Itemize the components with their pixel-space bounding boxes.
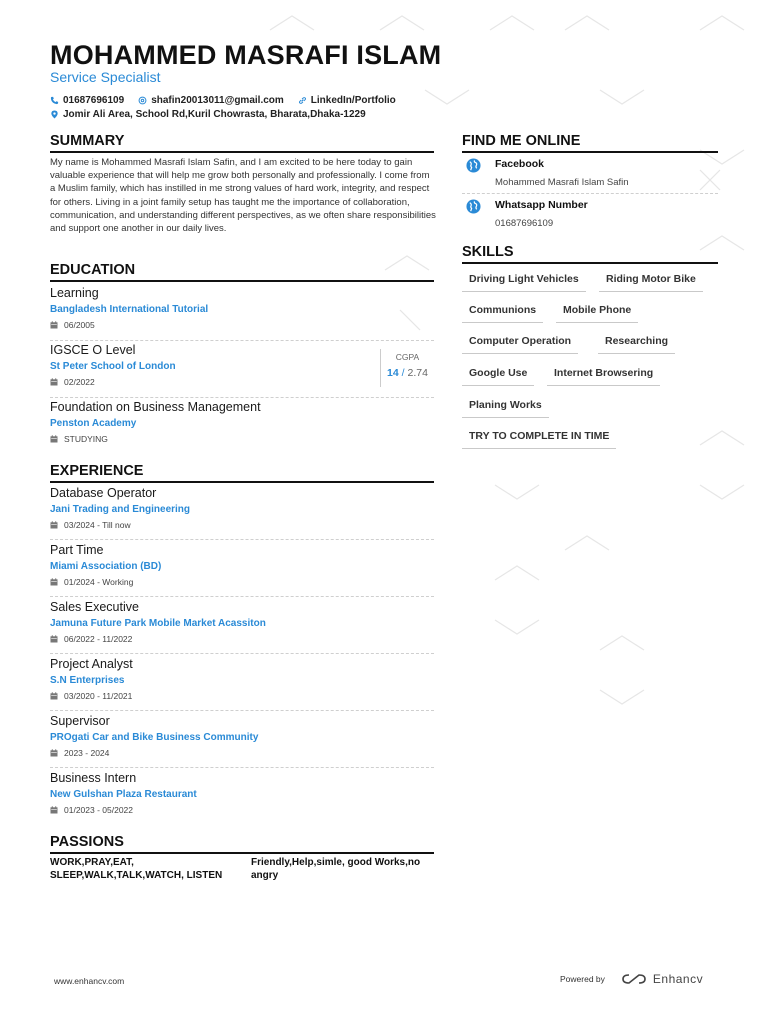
footer-powered-by — [560, 972, 703, 986]
experience-entry — [50, 600, 434, 654]
experience-company[interactable]: S.N Enterprises — [50, 675, 125, 686]
enhancv-logo-icon — [621, 972, 647, 986]
experience-role: Part Time — [50, 543, 104, 557]
globe-icon — [466, 158, 481, 173]
cgpa-label: CGPA — [395, 352, 420, 362]
at-icon — [138, 96, 147, 105]
link-text: LinkedIn/Portfolio — [310, 95, 396, 106]
skill-tag: Planing Works — [462, 399, 549, 418]
experience-role: Business Intern — [50, 771, 137, 785]
address-text: Jomir Ali Area, School Rd,Kuril Chowrasta, Bharata,Dhaka-1229 — [63, 109, 366, 120]
experience-company[interactable]: Miami Association (BD) — [50, 561, 162, 572]
contact-address — [50, 109, 366, 120]
phone-icon — [50, 96, 59, 105]
contact-link[interactable] — [298, 95, 396, 106]
calendar-icon — [50, 435, 58, 443]
education-school[interactable]: Penston Academy — [50, 418, 137, 429]
experience-date: 03/2020 - 11/2021 — [50, 691, 434, 701]
skill-tag: Researching — [598, 335, 675, 354]
skill-tag: TRY TO COMPLETE IN TIME — [462, 430, 616, 449]
online-item-facebook[interactable] — [462, 156, 718, 194]
education-heading: EDUCATION — [50, 262, 434, 282]
email-text: shafin20013011@gmail.com — [151, 95, 284, 106]
experience-role: Sales Executive — [50, 600, 139, 614]
summary-text: My name is Mohammed Masrafi Islam Safin, and I am excited to be here today to gain valuable experience that will help me grow both personally and professionally. I come from a Muslim family, which has instilled in me strong values of hard work, integrity, and respect for others. Living in a joint family setup has taught me the importance of collaboration, communication, and understanding different perspectives, as we often share responsibilities and support one another in our daily lives. — [50, 157, 436, 235]
experience-company[interactable]: Jani Trading and Engineering — [50, 504, 191, 515]
contact-row — [50, 95, 410, 106]
skill-tag: Mobile Phone — [556, 304, 638, 323]
experience-role: Supervisor — [50, 714, 110, 728]
experience-company[interactable]: New Gulshan Plaza Restaurant — [50, 789, 197, 800]
calendar-icon — [50, 521, 58, 529]
experience-role: Database Operator — [50, 486, 157, 500]
experience-entry — [50, 714, 434, 768]
education-degree: IGSCE O Level — [50, 343, 136, 357]
phone-text: 01687696109 — [63, 95, 125, 106]
experience-date: 03/2024 - Till now — [50, 520, 434, 530]
skill-tag: Communions — [462, 304, 543, 323]
link-icon — [298, 96, 307, 105]
contact-phone[interactable] — [50, 95, 124, 106]
cgpa-box — [380, 349, 434, 387]
experience-entry — [50, 657, 434, 711]
enhancv-logo[interactable]: Enhancv — [621, 972, 703, 986]
education-degree: Learning — [50, 286, 99, 300]
experience-entry — [50, 486, 434, 540]
skills-heading: SKILLS — [462, 244, 718, 264]
education-date: 06/2005 — [50, 320, 434, 330]
education-entry — [50, 343, 434, 398]
online-item-whatsapp[interactable] — [462, 197, 718, 235]
job-title: Service Specialist — [50, 69, 161, 85]
skill-tag: Computer Operation — [462, 335, 578, 354]
online-item-value: 01687696109 — [495, 218, 554, 229]
calendar-icon — [50, 578, 58, 586]
location-pin-icon — [50, 110, 59, 119]
skill-tag: Driving Light Vehicles — [462, 273, 586, 292]
calendar-icon — [50, 321, 58, 329]
online-item-name: Facebook — [495, 158, 545, 170]
education-school[interactable]: Bangladesh International Tutorial — [50, 304, 209, 315]
education-school[interactable]: St Peter School of London — [50, 361, 176, 372]
calendar-icon — [50, 692, 58, 700]
experience-entry — [50, 543, 434, 597]
experience-heading: EXPERIENCE — [50, 463, 434, 483]
experience-company[interactable]: PROgati Car and Bike Business Community — [50, 732, 259, 743]
candidate-name: MOHAMMED MASRAFI ISLAM — [50, 40, 442, 70]
education-degree: Foundation on Business Management — [50, 400, 261, 414]
powered-by-label: Powered by — [560, 974, 605, 984]
online-item-value: Mohammed Masrafi Islam Safin — [495, 177, 629, 188]
contact-email[interactable] — [138, 95, 284, 106]
education-date: STUDYING — [50, 434, 434, 444]
cgpa-value: 14 / 2.74 — [387, 367, 428, 379]
skill-tag: Google Use — [462, 367, 534, 386]
calendar-icon — [50, 806, 58, 814]
experience-entry — [50, 771, 434, 825]
footer-site-link[interactable]: www.enhancv.com — [54, 976, 125, 986]
education-date: 02/2022 — [50, 377, 434, 387]
skill-tag: Riding Motor Bike — [599, 273, 703, 292]
experience-date: 06/2022 - 11/2022 — [50, 634, 434, 644]
education-entry — [50, 400, 434, 455]
online-item-name: Whatsapp Number — [495, 199, 588, 211]
calendar-icon — [50, 635, 58, 643]
experience-role: Project Analyst — [50, 657, 133, 671]
passion-item: WORK,PRAY,EAT, SLEEP,WALK,TALK,WATCH, LISTEN — [50, 857, 223, 881]
calendar-icon — [50, 378, 58, 386]
passions-heading: PASSIONS — [50, 834, 434, 854]
skill-tag: Internet Browsering — [547, 367, 660, 386]
experience-date: 01/2024 - Working — [50, 577, 434, 587]
globe-icon — [466, 199, 481, 214]
address-row — [50, 109, 380, 120]
experience-date: 2023 - 2024 — [50, 748, 434, 758]
summary-heading: SUMMARY — [50, 133, 434, 153]
online-heading: FIND ME ONLINE — [462, 133, 718, 153]
experience-company[interactable]: Jamuna Future Park Mobile Market Acassiton — [50, 618, 266, 629]
passion-item: Friendly,Help,simle, good Works,no angry — [251, 857, 421, 881]
experience-date: 01/2023 - 05/2022 — [50, 805, 434, 815]
calendar-icon — [50, 749, 58, 757]
education-entry — [50, 286, 434, 341]
